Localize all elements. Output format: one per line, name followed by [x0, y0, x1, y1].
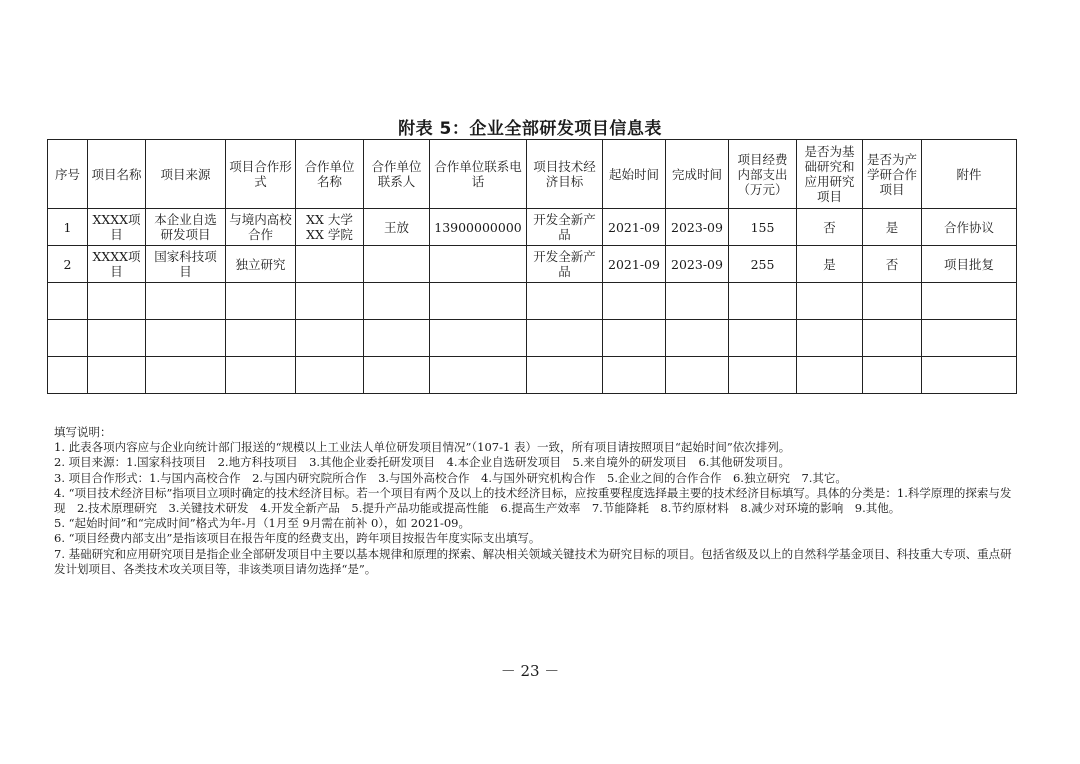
table-cell: 2023-09 — [666, 246, 729, 283]
table-cell: XXXX项目 — [88, 209, 146, 246]
table-cell — [666, 357, 729, 394]
header-cell: 序号 — [48, 140, 88, 209]
table-cell: 2 — [48, 246, 88, 283]
table-cell — [527, 357, 603, 394]
table-cell — [48, 283, 88, 320]
table-cell: XXXX项目 — [88, 246, 146, 283]
table-cell — [48, 320, 88, 357]
table-cell — [922, 357, 1017, 394]
table-cell: XX 大学XX 学院 — [296, 209, 364, 246]
table-cell — [666, 283, 729, 320]
table-cell — [364, 246, 430, 283]
table-cell — [863, 357, 922, 394]
note-item: 4. “项目技术经济目标”指项目立项时确定的技术经济目标。若一个项目有两个及以上的技术经济目标，应按重要程度选择最主要的技术经济目标填写。具体的分类是：1.科学原理的探索与发现 2.技术原理研究 3.关键技术研发 4.开发全新产品 5.提升产品功能或提高性能 6.提高生产效率 7.节能降耗 8.节约原材料 8.减少对环境的影响 9.其他。 — [54, 485, 1012, 516]
note-item: 5. “起始时间”和“完成时间”格式为年-月（1月至 9月需在前补 0），如 2021-09。 — [54, 516, 470, 531]
empty-table-row — [48, 283, 1017, 320]
header-cell: 合作单位名称 — [296, 140, 364, 209]
table-cell — [430, 246, 527, 283]
table-header-row — [48, 140, 1017, 209]
table-cell — [797, 320, 863, 357]
table-cell — [430, 357, 527, 394]
table-cell: 2023-09 — [666, 209, 729, 246]
note-item: 6. “项目经费内部支出”是指该项目在报告年度的经费支出，跨年项目按报告年度实际支出填写。 — [54, 531, 541, 546]
table-cell — [88, 357, 146, 394]
table-cell — [666, 320, 729, 357]
table-cell: 1 — [48, 209, 88, 246]
table-cell — [226, 283, 296, 320]
header-cell: 是否为产学研合作项目 — [863, 140, 922, 209]
table-cell — [430, 283, 527, 320]
table-cell — [729, 357, 797, 394]
table-cell: 13900000000 — [430, 209, 527, 246]
empty-table-row — [48, 320, 1017, 357]
table-cell — [146, 357, 226, 394]
table-cell — [88, 320, 146, 357]
table-cell — [797, 283, 863, 320]
header-cell: 合作单位联系电话 — [430, 140, 527, 209]
header-cell: 附件 — [922, 140, 1017, 209]
page-number: － 23 － — [500, 662, 560, 680]
note-item: 3. 项目合作形式：1.与国内高校合作 2.与国内研究院所合作 3.与国外高校合作 4.与国外研究机构合作 5.企业之间的合作合作 6.独立研究 7.其它。 — [54, 470, 847, 485]
table-cell — [603, 283, 666, 320]
table-cell: 2021-09 — [603, 246, 666, 283]
table-cell — [296, 246, 364, 283]
table-cell — [88, 283, 146, 320]
table-cell — [296, 357, 364, 394]
table-cell: 合作协议 — [922, 209, 1017, 246]
header-cell: 是否为基础研究和应用研究项目 — [797, 140, 863, 209]
note-item: 1. 此表各项内容应与企业向统计部门报送的“规模以上工业法人单位研发项目情况”（107-1 表）一致，所有项目请按照项目“起始时间”依次排列。 — [54, 440, 791, 455]
table-cell: 开发全新产品 — [527, 246, 603, 283]
table-cell: 是 — [797, 246, 863, 283]
table-cell — [430, 320, 527, 357]
header-cell: 项目经费内部支出（万元） — [729, 140, 797, 209]
table-cell — [364, 320, 430, 357]
table-cell — [527, 320, 603, 357]
table-cell — [729, 283, 797, 320]
table-cell — [603, 357, 666, 394]
table-cell: 2021-09 — [603, 209, 666, 246]
table-cell: 本企业自选研发项目 — [146, 209, 226, 246]
table-cell — [364, 357, 430, 394]
table-cell: 是 — [863, 209, 922, 246]
table-cell: 国家科技项目 — [146, 246, 226, 283]
table-cell — [729, 320, 797, 357]
table-row — [48, 209, 1017, 246]
table-cell — [226, 320, 296, 357]
rd-project-table — [47, 139, 1017, 394]
table-cell — [296, 320, 364, 357]
table-row — [48, 246, 1017, 283]
table-cell: 255 — [729, 246, 797, 283]
table-cell — [364, 283, 430, 320]
table-cell — [146, 320, 226, 357]
table-cell: 155 — [729, 209, 797, 246]
notes-heading: 填写说明： — [54, 425, 112, 439]
header-cell: 项目技术经济目标 — [527, 140, 603, 209]
header-cell: 合作单位联系人 — [364, 140, 430, 209]
table-cell — [797, 357, 863, 394]
table-cell: 独立研究 — [226, 246, 296, 283]
page-title: 附表 5：企业全部研发项目信息表 — [398, 119, 662, 139]
table-cell — [296, 283, 364, 320]
table-cell — [922, 320, 1017, 357]
table-cell — [603, 320, 666, 357]
header-cell: 项目名称 — [88, 140, 146, 209]
table-cell: 项目批复 — [922, 246, 1017, 283]
table-cell: 否 — [797, 209, 863, 246]
header-cell: 项目来源 — [146, 140, 226, 209]
table-cell — [527, 283, 603, 320]
table-cell: 否 — [863, 246, 922, 283]
table-cell — [863, 283, 922, 320]
header-cell: 起始时间 — [603, 140, 666, 209]
filling-instructions — [54, 425, 1014, 577]
table-cell — [863, 320, 922, 357]
table-cell: 与境内高校合作 — [226, 209, 296, 246]
header-cell: 项目合作形式 — [226, 140, 296, 209]
table-cell: 开发全新产品 — [527, 209, 603, 246]
empty-table-row — [48, 357, 1017, 394]
table-cell — [922, 283, 1017, 320]
table-cell — [226, 357, 296, 394]
table-cell — [146, 283, 226, 320]
header-cell: 完成时间 — [666, 140, 729, 209]
table-cell: 王放 — [364, 209, 430, 246]
note-item: 2. 项目来源：1.国家科技项目 2.地方科技项目 3.其他企业委托研发项目 4.本企业自选研发项目 5.来自境外的研发项目 6.其他研发项目。 — [54, 455, 790, 470]
table-cell — [48, 357, 88, 394]
note-item: 7. 基础研究和应用研究项目是指企业全部研发项目中主要以基本规律和原理的探索、解决相关领域关键技术为研究目标的项目。包括省级及以上的自然科学基金项目、科技重大专项、重点研发计划项目、各类技术攻关项目等，非该类项目请勿选择“是”。 — [54, 546, 1012, 576]
